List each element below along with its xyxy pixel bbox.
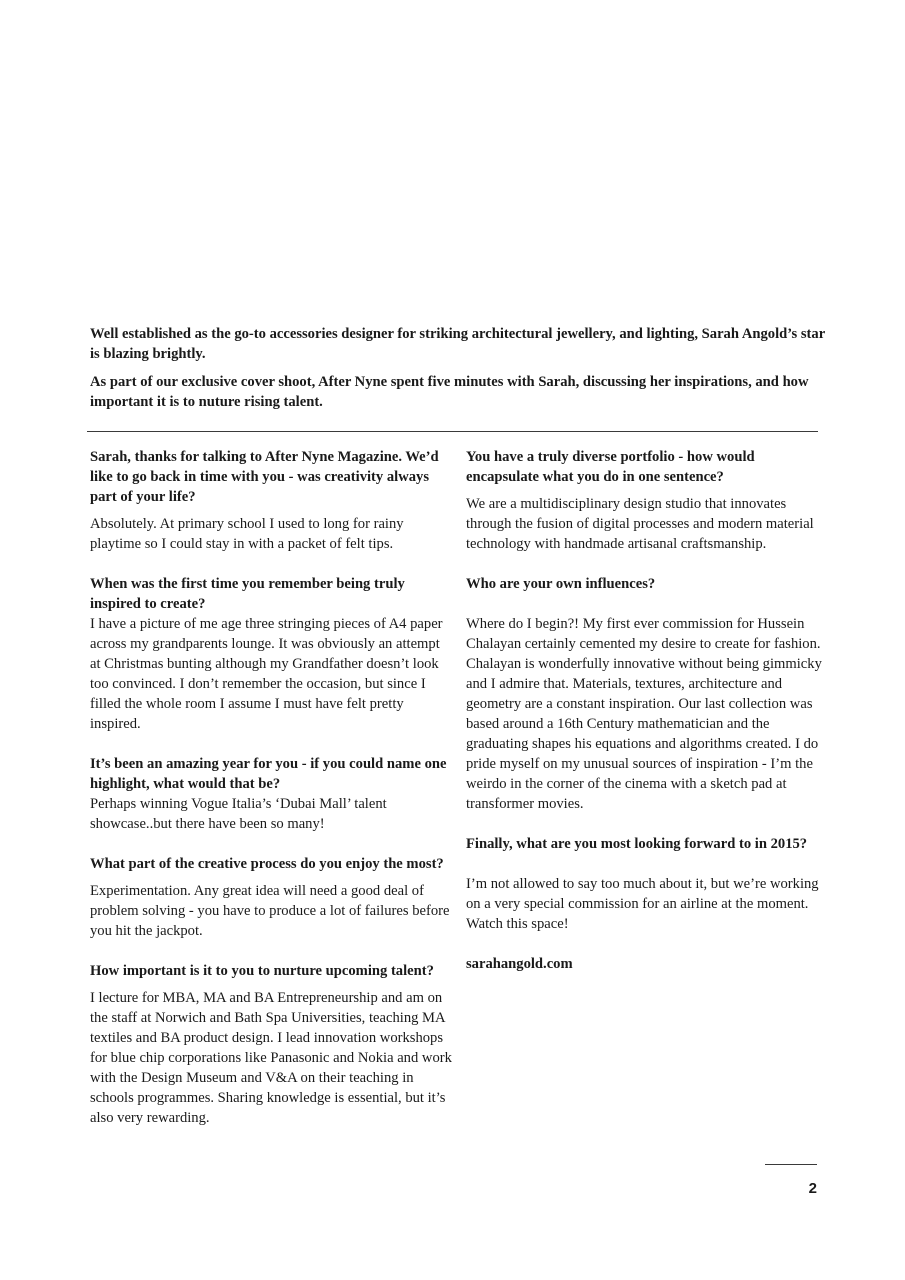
question-8: Finally, what are you most looking forward to in 2015?	[466, 836, 808, 852]
question-4: What part of the creative process do you enjoy the most?	[90, 856, 444, 872]
answer-3: Perhaps winning Vogue Italia’s ‘Dubai Mall’ talent showcase..but there have been so many!	[90, 796, 387, 832]
question-2: When was the first time you remember being truly inspired to create?	[90, 576, 405, 612]
question-3: It’s been an amazing year for you - if you could name one highlight, what would that be?	[90, 756, 447, 792]
answer-6: We are a multidisciplinary design studio that innovates through the fusion of digital processes and modern material technology with handmade artisanal craftsmanship.	[466, 496, 814, 552]
divider	[87, 431, 818, 432]
answer-1: Absolutely. At primary school I used to long for rainy playtime so I could stay in with a packet of felt tips.	[90, 516, 404, 552]
intro-paragraph-2: As part of our exclusive cover shoot, After Nyne spent five minutes with Sarah, discussing her inspirations, and how important it is to nuture rising talent.	[90, 374, 809, 410]
page-number: 2	[808, 1180, 817, 1197]
left-column	[90, 447, 452, 1128]
answer-5: I lecture for MBA, MA and BA Entrepreneurship and am on the staff at Norwich and Bath Spa Universities, teaching MA textiles and BA product design. I lead innovation workshops for blue chip corporations like Panasonic and Nokia and work with the Design Museum and V&A on their teaching in schools programmes. Sharing knowledge is essential, but it’s also very rewarding.	[90, 990, 452, 1126]
intro	[90, 324, 825, 420]
answer-7: Where do I begin?! My first ever commission for Hussein Chalayan certainly cemented my desire to create for fashion. Chalayan is wonderfully innovative without being gimmicky and I admire that. Materials, textures, architecture and geometry are a constant inspiration. Our last collection was based around a 16th Century mathematician and the graduating shapes his equations and algorithms created. I do pride myself on my unusual sources of inspiration - I’m the weirdo in the corner of the cinema with a sketch pad at transformer movies.	[466, 616, 822, 812]
question-5: How important is it to you to nurture upcoming talent?	[90, 963, 434, 979]
right-column	[466, 447, 826, 974]
question-1: Sarah, thanks for talking to After Nyne Magazine. We’d like to go back in time with you - was creativity always part of your life?	[90, 449, 439, 505]
answer-8: I’m not allowed to say too much about it, but we’re working on a very special commission for an airline at the moment. Watch this space!	[466, 876, 819, 932]
website-link[interactable]: sarahangold.com	[466, 956, 573, 972]
question-7: Who are your own influences?	[466, 576, 656, 592]
answer-4: Experimentation. Any great idea will need a good deal of problem solving - you have to produce a lot of failures before you hit the jackpot.	[90, 883, 450, 939]
intro-paragraph-1: Well established as the go-to accessories designer for striking architectural jewellery, and lighting, Sarah Angold’s star is blazing brightly.	[90, 326, 825, 362]
answer-2: I have a picture of me age three stringing pieces of A4 paper across my grandparents lounge. It was obviously an attempt at Christmas bunting although my Grandfather doesn’t look too convinced. I don’t remember the occasion, but since I filled the whole room I assume I must have felt pretty inspired.	[90, 616, 443, 732]
page-number-rule	[765, 1164, 817, 1165]
question-6: You have a truly diverse portfolio - how would encapsulate what you do in one sentence?	[466, 449, 755, 485]
